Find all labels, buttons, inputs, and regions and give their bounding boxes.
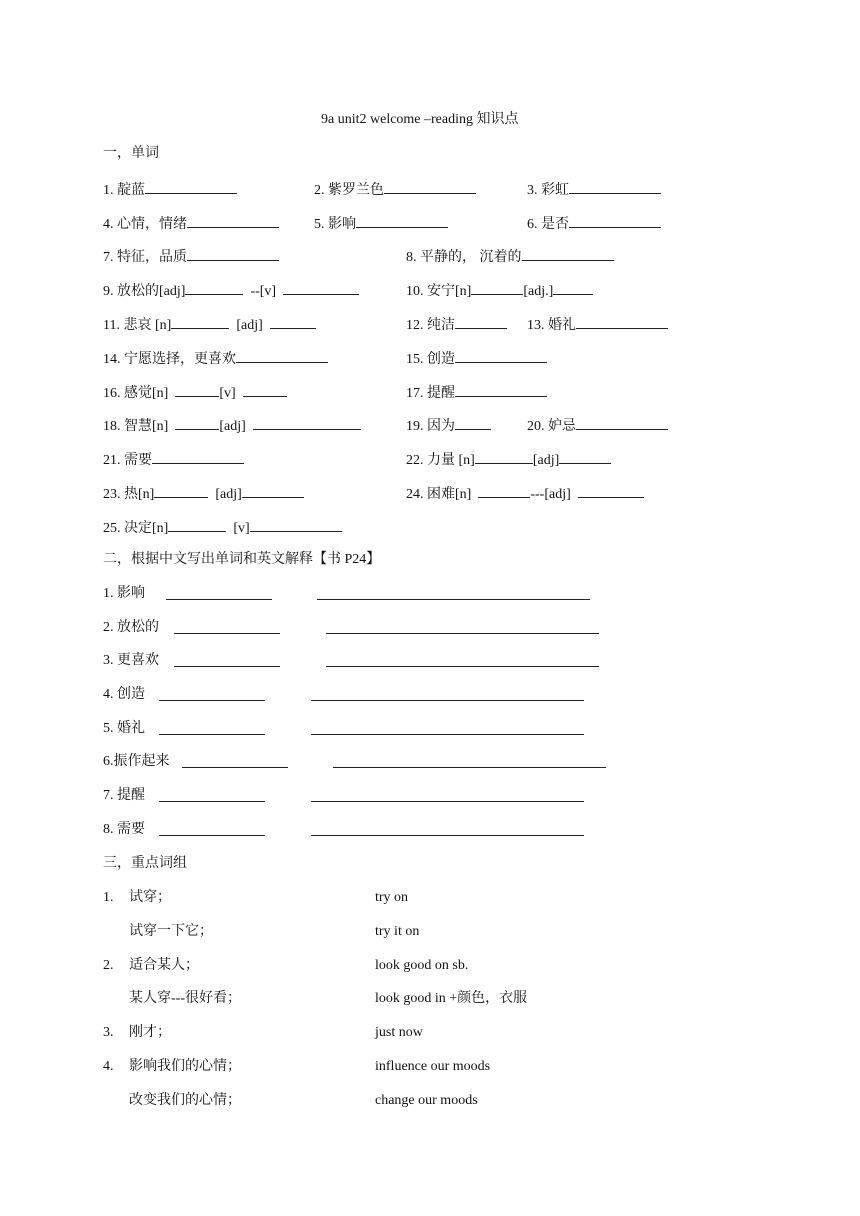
phrase-chinese: 改变我们的心情； bbox=[129, 1093, 241, 1108]
phrase-english: look good in +颜色，衣服 bbox=[375, 991, 528, 1006]
answer-blank[interactable] bbox=[471, 280, 523, 295]
answer-blank[interactable] bbox=[455, 415, 491, 430]
vocab-item-21: 21. 需要 bbox=[103, 449, 244, 470]
vocab-item-10: 10. 安宁[n] [adj.] bbox=[406, 280, 593, 301]
phrase-number: 1. bbox=[103, 890, 114, 905]
phrase-english: try on bbox=[375, 890, 409, 905]
answer-blank[interactable] bbox=[243, 382, 287, 397]
phrase-chinese: 影响我们的心情； bbox=[129, 1059, 241, 1074]
answer-blank[interactable] bbox=[356, 213, 448, 228]
definition-item-2-label: 2. 放松的 bbox=[103, 620, 159, 635]
word-blank[interactable] bbox=[182, 767, 288, 768]
answer-blank[interactable] bbox=[175, 382, 219, 397]
answer-blank[interactable] bbox=[578, 483, 644, 498]
answer-blank[interactable] bbox=[569, 213, 661, 228]
phrase-english: change our moods bbox=[375, 1093, 478, 1108]
vocab-item-24: 24. 困难[n] ---[adj] bbox=[406, 483, 644, 504]
answer-blank[interactable] bbox=[236, 348, 328, 363]
definition-item-4-label: 4. 创造 bbox=[103, 687, 145, 702]
answer-blank[interactable] bbox=[253, 415, 361, 430]
phrase-chinese: 试穿一下它； bbox=[129, 924, 213, 939]
definition-item-6-label: 6.振作起来 bbox=[103, 754, 170, 769]
explanation-blank[interactable] bbox=[311, 835, 584, 836]
word-blank[interactable] bbox=[159, 835, 265, 836]
explanation-blank[interactable] bbox=[333, 767, 606, 768]
word-blank[interactable] bbox=[174, 666, 280, 667]
vocab-item-25: 25. 决定[n] [v] bbox=[103, 517, 342, 538]
phrase-chinese: 试穿； bbox=[129, 890, 171, 905]
vocab-item-6: 6. 是否 bbox=[527, 213, 661, 234]
phrase-number: 2. bbox=[103, 958, 114, 973]
vocab-item-12: 12. 纯洁 bbox=[406, 314, 507, 335]
answer-blank[interactable] bbox=[250, 517, 342, 532]
vocab-item-16: 16. 感觉[n] [v] bbox=[103, 382, 287, 403]
word-blank[interactable] bbox=[166, 599, 272, 600]
answer-blank[interactable] bbox=[168, 517, 226, 532]
answer-blank[interactable] bbox=[569, 179, 661, 194]
vocab-item-19: 19. 因为 bbox=[406, 415, 491, 436]
definition-item-8-label: 8. 需要 bbox=[103, 822, 145, 837]
definition-item-1-label: 1. 影响 bbox=[103, 586, 145, 601]
answer-blank[interactable] bbox=[283, 280, 359, 295]
phrase-english: just now bbox=[375, 1025, 423, 1040]
explanation-blank[interactable] bbox=[311, 801, 584, 802]
answer-blank[interactable] bbox=[187, 246, 279, 261]
vocab-item-5: 5. 影响 bbox=[314, 213, 448, 234]
vocab-item-9: 9. 放松的[adj] --[v] bbox=[103, 280, 359, 301]
vocab-item-11: 11. 悲哀 [n] [adj] bbox=[103, 314, 316, 335]
definition-item-5-label: 5. 婚礼 bbox=[103, 721, 145, 736]
vocab-item-13: 13. 婚礼 bbox=[527, 314, 668, 335]
phrase-chinese: 适合某人； bbox=[129, 958, 199, 973]
answer-blank[interactable] bbox=[559, 449, 611, 464]
answer-blank[interactable] bbox=[455, 314, 507, 329]
answer-blank[interactable] bbox=[154, 483, 208, 498]
explanation-blank[interactable] bbox=[311, 734, 584, 735]
page-title: 9a unit2 welcome –reading 知识点 bbox=[321, 112, 519, 127]
phrase-chinese: 某人穿---很好看； bbox=[129, 991, 241, 1006]
answer-blank[interactable] bbox=[576, 415, 668, 430]
vocab-item-17: 17. 提醒 bbox=[406, 382, 547, 403]
phrase-english: influence our moods bbox=[375, 1059, 491, 1074]
explanation-blank[interactable] bbox=[311, 700, 584, 701]
answer-blank[interactable] bbox=[145, 179, 237, 194]
answer-blank[interactable] bbox=[478, 483, 530, 498]
vocab-item-4: 4. 心情，情绪 bbox=[103, 213, 279, 234]
phrase-english: try it on bbox=[375, 924, 420, 939]
phrase-english: look good on sb. bbox=[375, 958, 469, 973]
vocab-item-20: 20. 妒忌 bbox=[527, 415, 668, 436]
answer-blank[interactable] bbox=[270, 314, 316, 329]
phrase-number: 4. bbox=[103, 1059, 114, 1074]
vocab-item-23: 23. 热[n] [adj] bbox=[103, 483, 304, 504]
vocab-item-22: 22. 力量 [n] [adj] bbox=[406, 449, 611, 470]
vocab-item-1: 1. 靛蓝 bbox=[103, 179, 237, 200]
word-blank[interactable] bbox=[159, 801, 265, 802]
answer-blank[interactable] bbox=[384, 179, 476, 194]
answer-blank[interactable] bbox=[171, 314, 229, 329]
section-heading-vocabulary: 一，单词 bbox=[103, 146, 159, 161]
vocab-item-15: 15. 创造 bbox=[406, 348, 547, 369]
vocab-item-2: 2. 紫罗兰色 bbox=[314, 179, 476, 200]
explanation-blank[interactable] bbox=[326, 666, 599, 667]
answer-blank[interactable] bbox=[152, 449, 244, 464]
vocab-item-7: 7. 特征，品质 bbox=[103, 246, 279, 267]
answer-blank[interactable] bbox=[185, 280, 243, 295]
section-heading-phrases: 三，重点词组 bbox=[103, 856, 187, 871]
word-blank[interactable] bbox=[174, 633, 280, 634]
vocab-item-8: 8. 平静的， 沉着的 bbox=[406, 246, 614, 267]
definition-item-7-label: 7. 提醒 bbox=[103, 788, 145, 803]
answer-blank[interactable] bbox=[553, 280, 593, 295]
answer-blank[interactable] bbox=[175, 415, 219, 430]
answer-blank[interactable] bbox=[522, 246, 614, 261]
word-blank[interactable] bbox=[159, 700, 265, 701]
section-heading-definitions: 二，根据中文写出单词和英文解释【书 P24】 bbox=[103, 552, 381, 567]
phrase-chinese: 刚才； bbox=[129, 1025, 171, 1040]
answer-blank[interactable] bbox=[242, 483, 304, 498]
vocab-item-14: 14. 宁愿选择，更喜欢 bbox=[103, 348, 328, 369]
word-blank[interactable] bbox=[159, 734, 265, 735]
answer-blank[interactable] bbox=[455, 348, 547, 363]
answer-blank[interactable] bbox=[187, 213, 279, 228]
answer-blank[interactable] bbox=[576, 314, 668, 329]
phrase-number: 3. bbox=[103, 1025, 114, 1040]
answer-blank[interactable] bbox=[475, 449, 533, 464]
vocab-item-18: 18. 智慧[n] [adj] bbox=[103, 415, 361, 436]
explanation-blank[interactable] bbox=[317, 599, 590, 600]
explanation-blank[interactable] bbox=[326, 633, 599, 634]
vocab-item-3: 3. 彩虹 bbox=[527, 179, 661, 200]
definition-item-3-label: 3. 更喜欢 bbox=[103, 653, 159, 668]
answer-blank[interactable] bbox=[455, 382, 547, 397]
